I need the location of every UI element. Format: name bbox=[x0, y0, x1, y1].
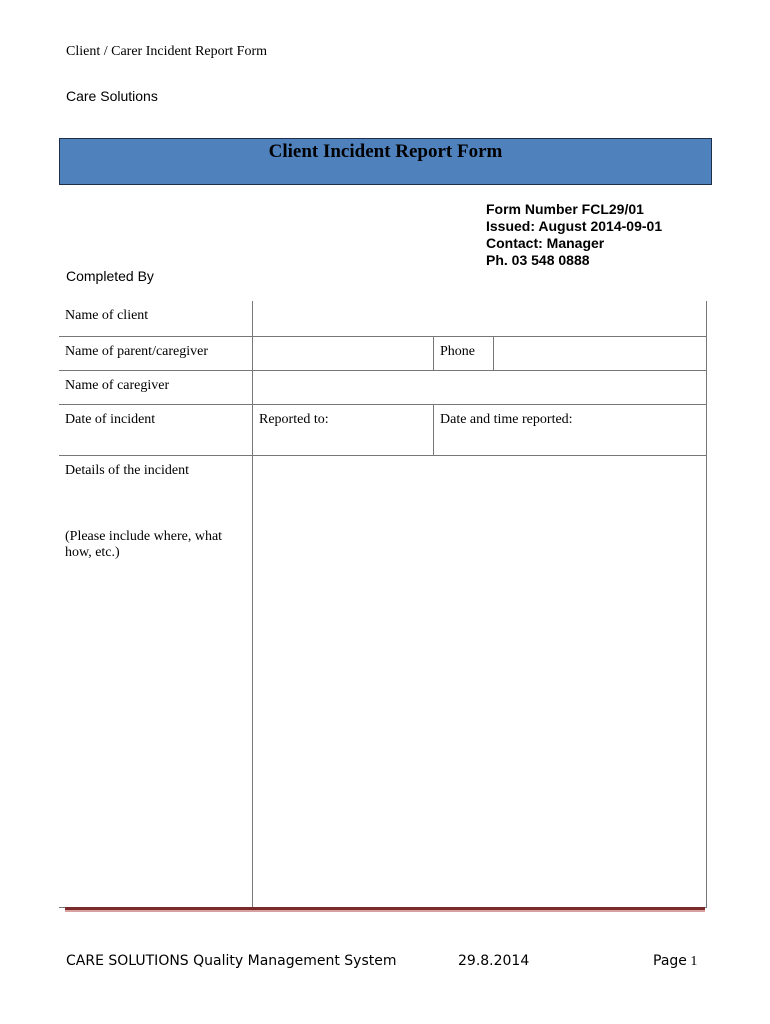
incident-form-table bbox=[59, 301, 707, 908]
form-number: Form Number FCL29/01 bbox=[486, 201, 644, 217]
contact-phone: Ph. 03 548 0888 bbox=[486, 252, 590, 268]
name-of-caregiver-label: Name of caregiver bbox=[59, 370, 252, 404]
form-title: Client Incident Report Form bbox=[268, 141, 503, 162]
footer-system: CARE SOLUTIONS Quality Management System bbox=[66, 953, 397, 969]
document-title: Client / Carer Incident Report Form bbox=[66, 44, 268, 59]
form-info bbox=[486, 201, 662, 269]
footer-divider bbox=[65, 907, 705, 912]
details-label-cell bbox=[59, 455, 252, 907]
form-title-banner bbox=[59, 138, 712, 185]
details-label: Details of the incident bbox=[65, 463, 190, 478]
phone-label: Phone bbox=[433, 336, 493, 370]
date-of-incident-label: Date of incident bbox=[59, 404, 252, 455]
phone-field[interactable] bbox=[493, 336, 706, 370]
completed-by-label: Completed By bbox=[66, 268, 154, 284]
page-indicator bbox=[653, 953, 697, 970]
company-name: Care Solutions bbox=[66, 88, 158, 104]
details-field[interactable] bbox=[252, 455, 706, 907]
date-time-reported-field[interactable]: Date and time reported: bbox=[433, 404, 706, 455]
details-hint: (Please include where, what how, etc.) bbox=[65, 529, 223, 560]
footer-date: 29.8.2014 bbox=[458, 953, 530, 969]
contact: Contact: Manager bbox=[486, 235, 605, 251]
page-number: 1 bbox=[690, 954, 698, 969]
reported-to-field[interactable]: Reported to: bbox=[252, 404, 433, 455]
name-of-client-label: Name of client bbox=[65, 308, 149, 323]
name-of-client-field[interactable] bbox=[252, 301, 706, 336]
name-of-caregiver-field[interactable] bbox=[252, 370, 706, 404]
page-label: Page bbox=[653, 953, 687, 969]
name-of-parent-label: Name of parent/caregiver bbox=[59, 336, 252, 370]
name-of-parent-field[interactable] bbox=[252, 336, 433, 370]
issued-date: Issued: August 2014-09-01 bbox=[486, 218, 663, 234]
